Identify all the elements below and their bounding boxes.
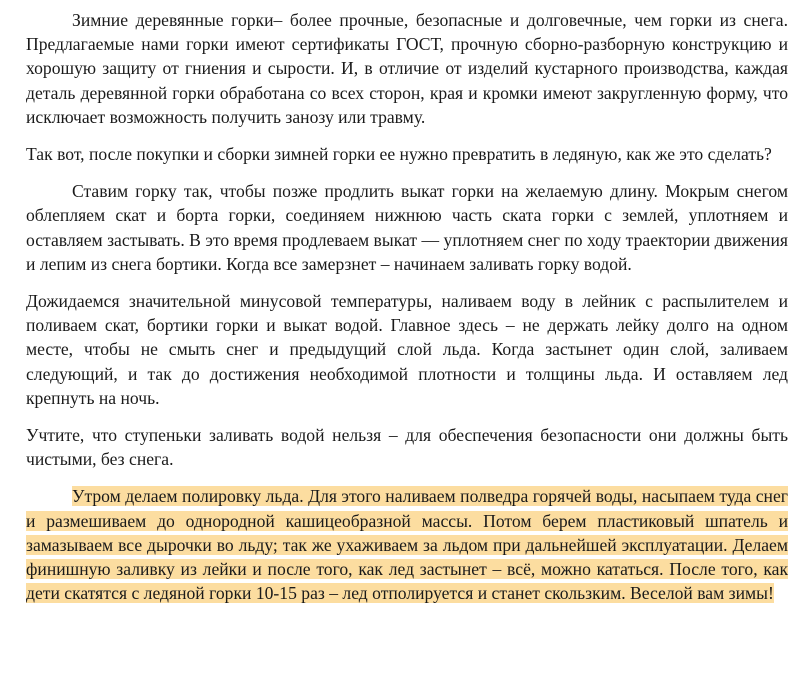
paragraph-steps-warning: Учтите, что ступеньки заливать водой нельзя – для обеспечения безопасности они должны быть чистыми, без снега. <box>26 425 788 470</box>
paragraph-wooden-slides: Зимние деревянные горки– более прочные, безопасные и долговечные, чем горки из снега. Предлагаемые нами горки имеют сертификаты ГОСТ, прочную сборно-разборную конструкцию и хорошую защиту от гниения и сырости. И, в отличие от изделий кустарного производства, каждая деталь деревянной горки обработана со всех сторон, края и кромки имеют закругленную форму, что исключает возможность получить занозу или травму. <box>26 10 788 127</box>
highlighted-text: Утром делаем полировку льда. Для этого наливаем полведра горячей воды, насыпаем туда снег и размешиваем до однородной кашицеобразной массы. Потом берем пластиковый шпатель и замазываем все дырочки во льду; так же ухаживаем за льдом при дальнейшей эксплуатации. Делаем финишную заливку из лейки и после того, как лед застынет – всё, можно кататься. После того, как дети скатятся с ледяной горки 10-15 раз – лед отполируется и станет скользким. Веселой вам зимы! <box>26 486 788 604</box>
paragraph-polishing <box>26 484 788 605</box>
document-page <box>26 8 788 605</box>
paragraph-place-slide: Ставим горку так, чтобы позже продлить выкат горки на желаемую длину. Мокрым снегом облепляем скат и борта горки, соединяем нижнюю часть ската горки с землей, уплотняем и оставляем застывать. В это время продлеваем выкат — уплотняем снег по ходу траектории движения и лепим из снега бортики. Когда все замерзнет – начинаем заливать горку водой. <box>26 181 788 274</box>
paragraph-gap <box>26 276 788 289</box>
paragraph-watering: Дожидаемся значительной минусовой температуры, наливаем воду в лейник с распылителем и поливаем скат, бортики горки и выкат водой. Главное здесь – не держать лейку долго на одном месте, чтобы не смыть снег и предыдущий слой льда. Когда застынет один слой, заливаем следующий, и так до достижения необходимой плотности и толщины льда. И оставляем лед крепнуть на ночь. <box>26 291 788 408</box>
paragraph-gap <box>26 166 788 179</box>
paragraph-gap <box>26 410 788 423</box>
paragraph-gap <box>26 471 788 484</box>
paragraph-how-to-ice: Так вот, после покупки и сборки зимней горки ее нужно превратить в ледяную, как же это сделать? <box>26 144 772 165</box>
paragraph-gap <box>26 129 788 142</box>
